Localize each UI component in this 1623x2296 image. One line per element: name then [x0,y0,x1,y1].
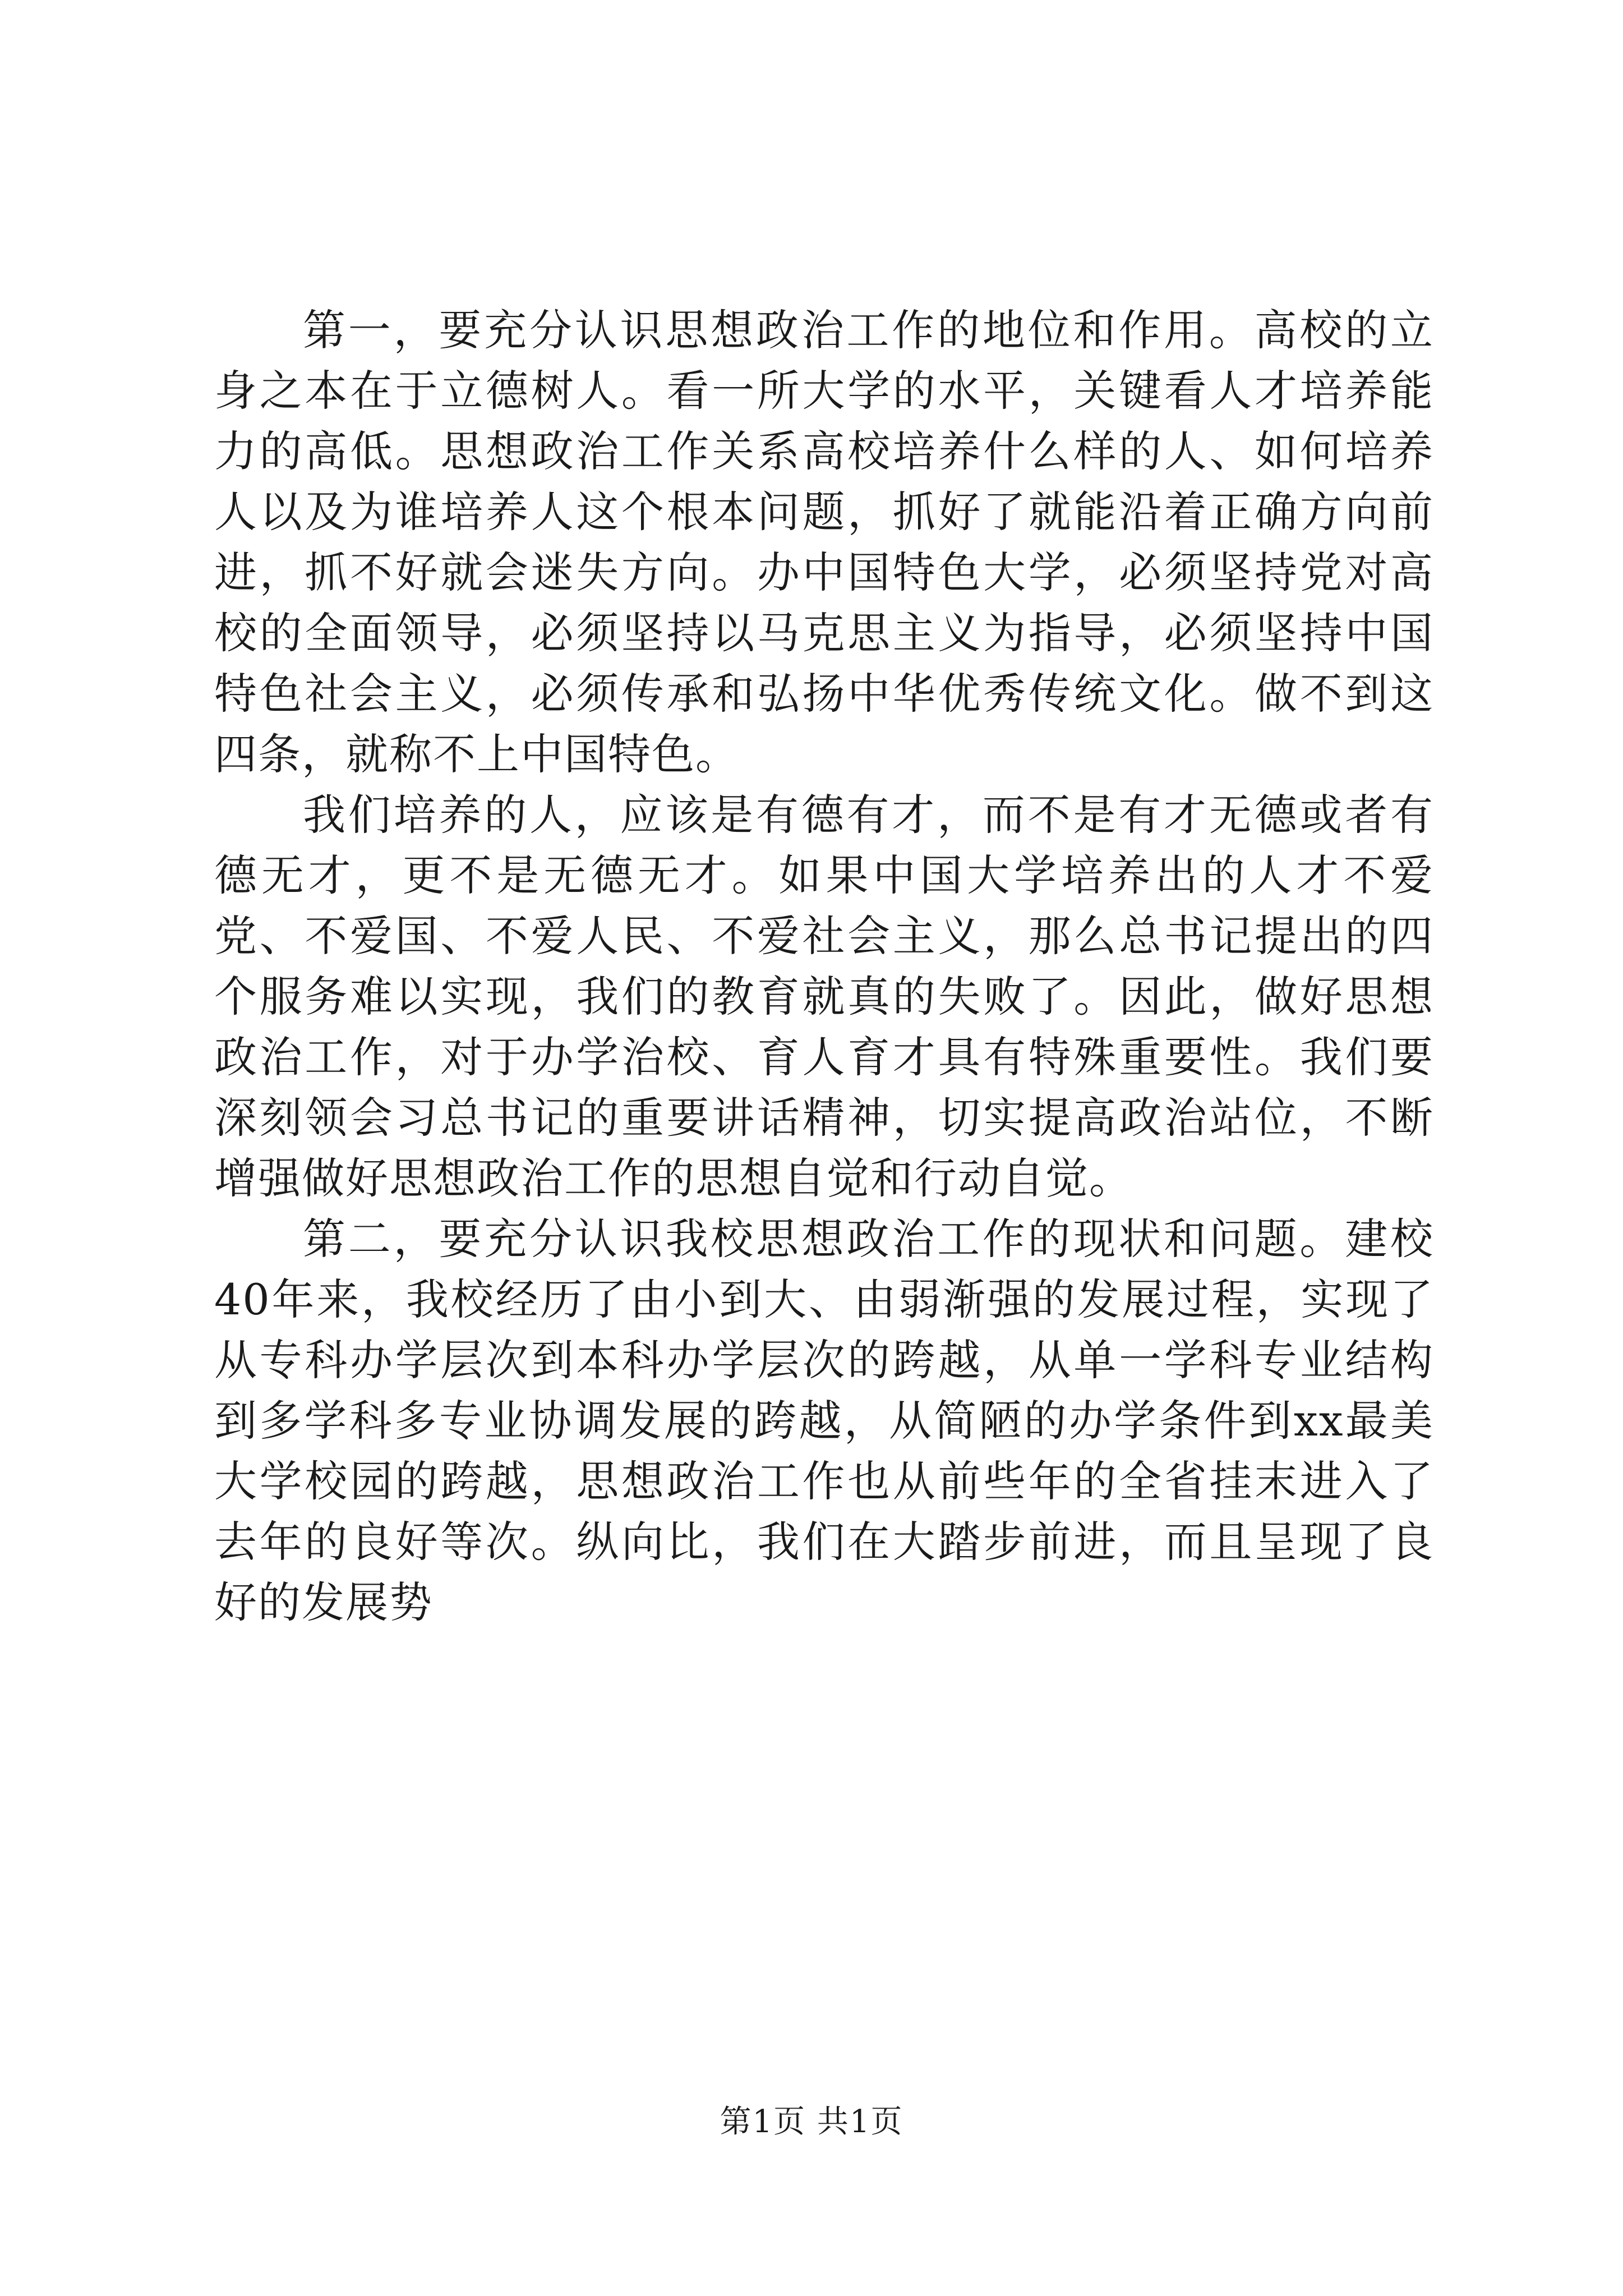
paragraph-2: 我们培养的人，应该是有德有才，而不是有才无德或者有德无才，更不是无德无才。如果中国大学培养出的人才不爱党、不爱国、不爱人民、不爱社会主义，那么总书记提出的四个服务难以实现，我们的教育就真的失败了。因此，做好思想政治工作，对于办学治校、育人育才具有特殊重要性。我们要深刻领会习总书记的重要讲话精神，切实提高政治站位，不断增强做好思想政治工作的思想自觉和行动自觉。 [214,790,1434,1203]
page-footer: 第1页 共1页 [720,2104,903,2140]
paragraph-3: 第二，要充分认识我校思想政治工作的现状和问题。建校40年来，我校经历了由小到大、由弱渐强的发展过程，实现了从专科办学层次到本科办学层次的跨越，从单一学科专业结构到多学科多专业协调发展的跨越，从简陋的办学条件到xx最美大学校园的跨越，思想政治工作也从前些年的全省挂末进入了去年的良好等次。纵向比，我们在大踏步前进，而且呈现了良好的发展势 [214,1214,1434,1627]
paragraph-1: 第一，要充分认识思想政治工作的地位和作用。高校的立身之本在于立德树人。看一所大学的水平，关键看人才培养能力的高低。思想政治工作关系高校培养什么样的人、如何培养人以及为谁培养人这个根本问题，抓好了就能沿着正确方向前进，抓不好就会迷失方向。办中国特色大学，必须坚持党对高校的全面领导，必须坚持以马克思主义为指导，必须坚持中国特色社会主义，必须传承和弘扬中华优秀传统文化。做不到这四条，就称不上中国特色。 [214,305,1434,779]
document-body [214,300,1434,1633]
